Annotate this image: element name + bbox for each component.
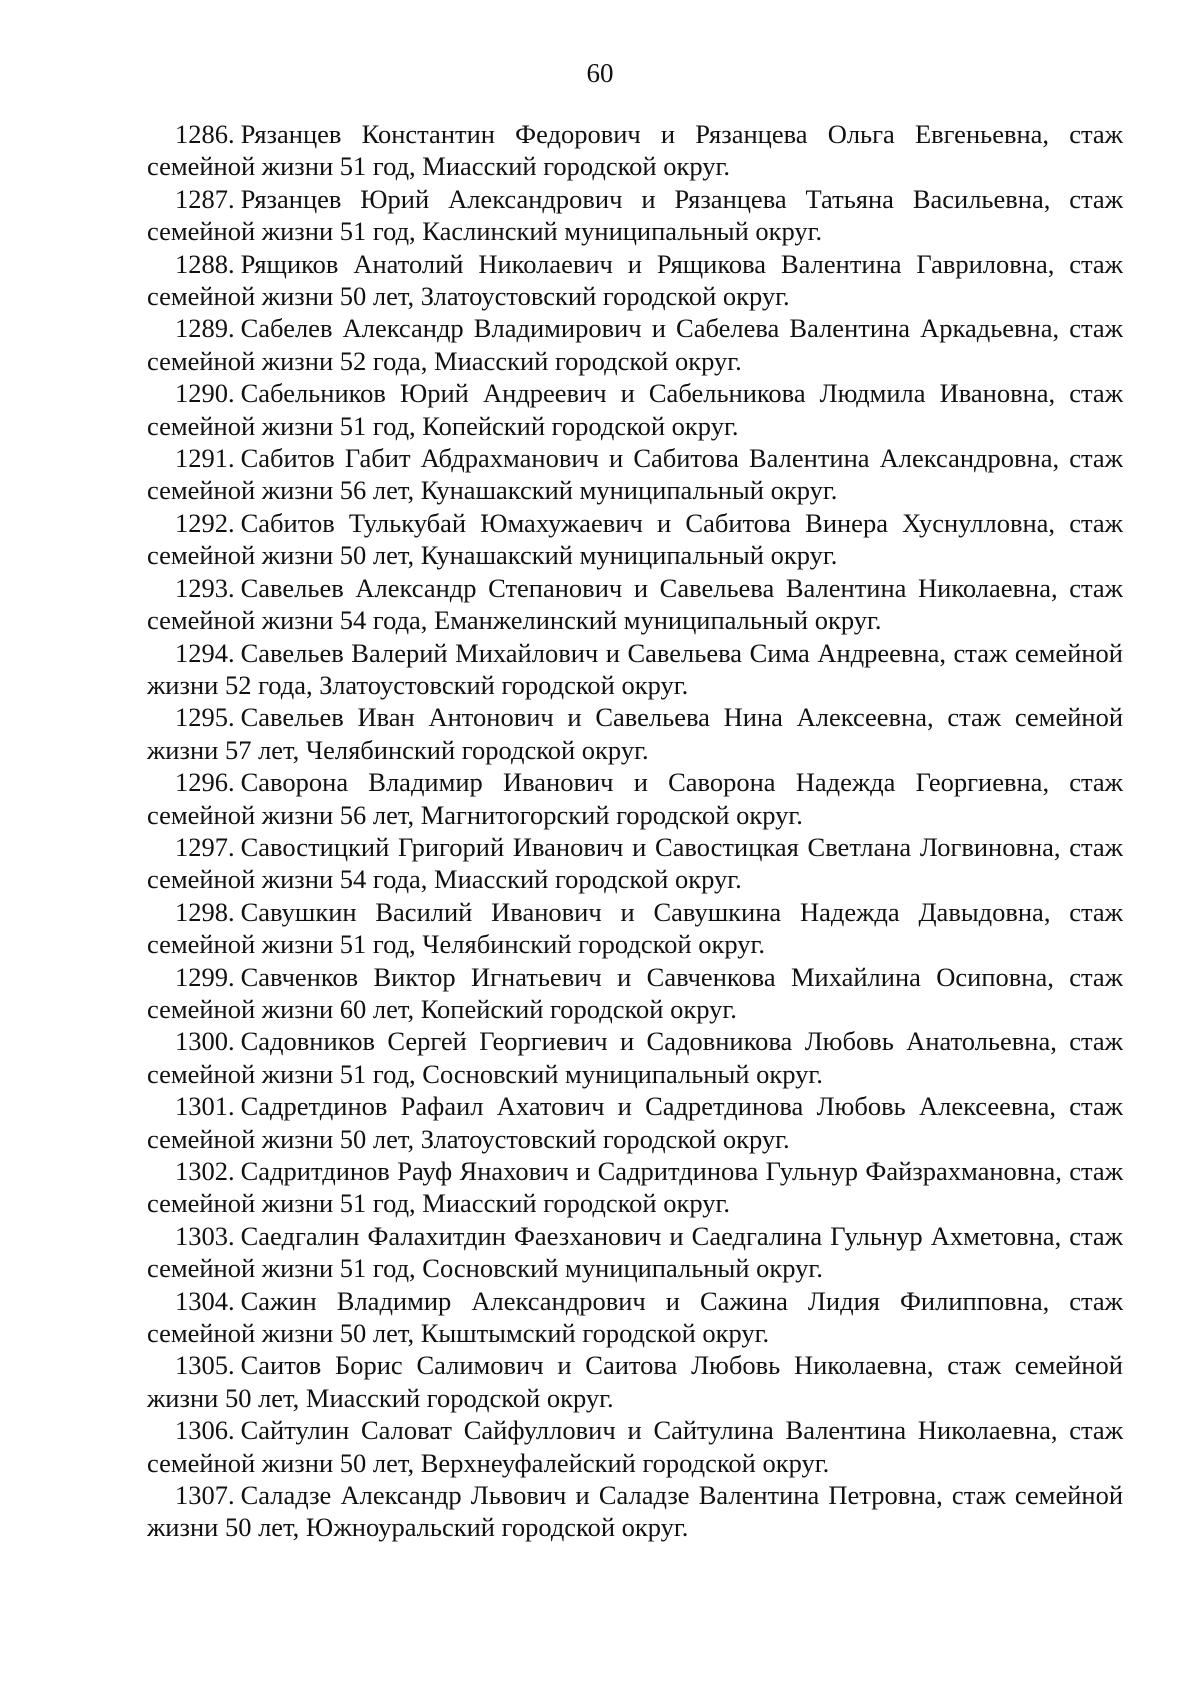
list-item — [147, 831, 1123, 896]
entry-number: 1290. — [175, 378, 235, 409]
entry-list — [147, 118, 1123, 1544]
entry-text: Садретдинов Рафаил Ахатович и Садретдинова Любовь Алексеевна, стаж семейной жизни 50 лет, Златоустовский городской округ. — [147, 1091, 1123, 1154]
entry-number: 1296. — [175, 767, 235, 798]
list-item — [147, 1414, 1123, 1479]
entry-number: 1298. — [175, 896, 235, 927]
entry-text: Сажин Владимир Александрович и Сажина Лидия Филипповна, стаж семейной жизни 50 лет, Кыштымский городской округ. — [147, 1285, 1123, 1349]
list-item — [147, 312, 1123, 377]
entry-number: 1291. — [175, 443, 235, 474]
list-item — [147, 896, 1123, 961]
entry-number: 1304. — [175, 1285, 235, 1316]
entry-number: 1300. — [175, 1026, 235, 1057]
entry-text: Сабитов Тулькубай Юмахужаевич и Сабитова Винера Хуснулловна, стаж семейной жизни 50 лет, Кунашакский муниципальный округ. — [147, 507, 1123, 571]
entry-number: 1302. — [175, 1156, 235, 1186]
entry-text: Савельев Валерий Михайлович и Савельева Сима Андреевна, стаж семейной жизни 52 года, Златоустовский городской округ. — [147, 637, 1123, 700]
entry-text: Садритдинов Рауф Янахович и Садритдинова Гульнур Файзрахмановна, стаж семейной жизни 51 год, Миасский городской округ. — [147, 1156, 1123, 1219]
entry-text: Савченков Виктор Игнатьевич и Савченкова Михайлина Осиповна, стаж семейной жизни 60 лет, Копейский городской округ. — [147, 961, 1123, 1024]
list-item — [147, 183, 1123, 248]
entry-number: 1288. — [175, 248, 235, 279]
entry-number: 1297. — [175, 831, 235, 862]
list-item — [147, 507, 1123, 572]
entry-number: 1295. — [175, 702, 235, 733]
entry-text: Рящиков Анатолий Николаевич и Рящикова Валентина Гавриловна, стаж семейной жизни 50 лет, Златоустовский городской округ. — [147, 248, 1123, 312]
list-item — [147, 377, 1123, 442]
list-item — [147, 118, 1123, 183]
entry-text: Сабельников Юрий Андреевич и Сабельникова Людмила Ивановна, стаж семейной жизни 51 год, Копейский городской округ. — [147, 378, 1123, 441]
entry-text: Саладзе Александр Львович и Саладзе Валентина Петровна, стаж семейной жизни 50 лет, Южноуральский городской округ. — [147, 1480, 1123, 1543]
list-item — [147, 1025, 1123, 1090]
entry-number: 1305. — [175, 1350, 235, 1381]
list-item — [147, 1349, 1123, 1414]
entry-text: Савостицкий Григорий Иванович и Савостицкая Светлана Логвиновна, стаж семейной жизни 54 года, Миасский городской округ. — [147, 831, 1123, 895]
entry-number: 1287. — [175, 183, 235, 214]
list-item — [147, 766, 1123, 831]
entry-number: 1303. — [175, 1220, 235, 1251]
entry-text: Саитов Борис Салимович и Саитова Любовь Николаевна, стаж семейной жизни 50 лет, Миасский городской округ. — [147, 1350, 1123, 1413]
list-item — [147, 442, 1123, 507]
entry-text: Рязанцев Константин Федорович и Рязанцева Ольга Евгеньевна, стаж семейной жизни 51 год, Миасский городской округ. — [147, 119, 1123, 182]
list-item — [147, 701, 1123, 766]
entry-number: 1301. — [175, 1091, 235, 1122]
list-item — [147, 1090, 1123, 1155]
entry-text: Сайтулин Саловат Сайфуллович и Сайтулина Валентина Николаевна, стаж семейной жизни 50 лет, Верхнеуфалейский городской округ. — [147, 1415, 1123, 1478]
list-item — [147, 961, 1123, 1026]
entry-text: Садовников Сергей Георгиевич и Садовникова Любовь Анатольевна, стаж семейной жизни 51 год, Сосновский муниципальный округ. — [147, 1026, 1123, 1089]
entry-text: Сабелев Александр Владимирович и Сабелева Валентина Аркадьевна, стаж семейной жизни 52 года, Миасский городской округ. — [147, 313, 1123, 376]
entry-text: Саворона Владимир Иванович и Саворона Надежда Георгиевна, стаж семейной жизни 56 лет, Магнитогорский городской округ. — [147, 767, 1123, 830]
page-number: 60 — [586, 58, 614, 88]
entry-number: 1293. — [175, 572, 235, 603]
entry-number: 1286. — [175, 119, 235, 149]
entry-number: 1306. — [175, 1415, 235, 1446]
entry-text: Сабитов Габит Абдрахманович и Сабитова Валентина Александровна, стаж семейной жизни 56 лет, Кунашакский муниципальный округ. — [147, 443, 1123, 506]
entry-text: Савельев Иван Антонович и Савельева Нина Алексеевна, стаж семейной жизни 57 лет, Челябинский городской округ. — [147, 702, 1123, 765]
entry-text: Рязанцев Юрий Александрович и Рязанцева Татьяна Васильевна, стаж семейной жизни 51 год, Каслинский муниципальный округ. — [147, 183, 1123, 247]
list-item — [147, 1285, 1123, 1350]
list-item — [147, 572, 1123, 637]
entry-text: Савушкин Василий Иванович и Савушкина Надежда Давыдовна, стаж семейной жизни 51 год, Челябинский городской округ. — [147, 896, 1123, 960]
list-item — [147, 637, 1123, 702]
entry-number: 1294. — [175, 637, 235, 668]
entry-text: Савельев Александр Степанович и Савельева Валентина Николаевна, стаж семейной жизни 54 года, Еманжелинский муниципальный округ. — [147, 572, 1123, 636]
list-item — [147, 248, 1123, 313]
list-item — [147, 1155, 1123, 1220]
entry-number: 1307. — [175, 1480, 235, 1511]
entry-number: 1289. — [175, 313, 235, 344]
entry-text: Саедгалин Фалахитдин Фаезханович и Саедгалина Гульнур Ахметовна, стаж семейной жизни 51 год, Сосновский муниципальный округ. — [147, 1220, 1123, 1284]
entry-number: 1299. — [175, 961, 235, 992]
entry-number: 1292. — [175, 507, 235, 538]
list-item — [147, 1220, 1123, 1285]
list-item — [147, 1479, 1123, 1544]
